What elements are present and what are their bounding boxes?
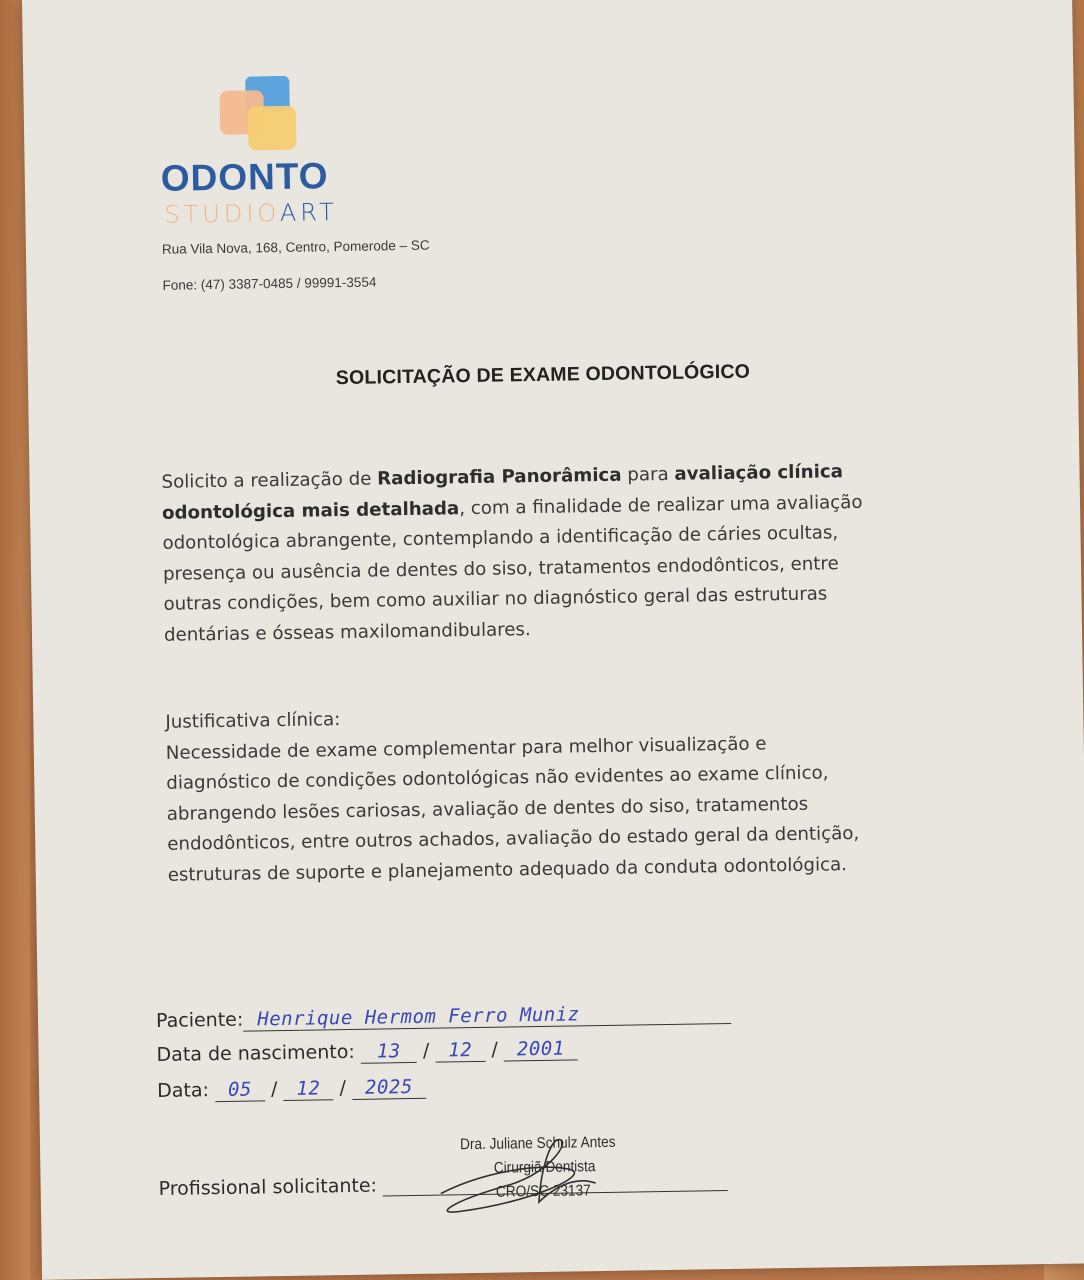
patient-label: Paciente:: [155, 1008, 244, 1033]
clinic-address: Rua Vila Nova, 168, Centro, Pomerode – SC: [161, 237, 430, 257]
professional-registry: CRO/SC 23137: [495, 1182, 591, 1201]
professional-role: Cirurgiã Dentista: [493, 1158, 596, 1177]
professional-label: Profissional solicitante:: [158, 1174, 378, 1200]
date-year: 2025: [352, 1076, 426, 1100]
request-line: odontológica abrangente, contemplando a identificação de cáries ocultas,: [162, 522, 839, 554]
professional-stamp: [460, 1130, 637, 1205]
request-text: Solicito a realização de: [161, 468, 378, 493]
request-line: presença ou ausência de dentes do siso, tratamentos endodônticos, entre: [162, 552, 839, 585]
justification-paragraph: [165, 696, 908, 891]
logo-name: ODONTO: [160, 155, 329, 199]
logo-icon: [219, 76, 300, 157]
document-page: [22, 0, 1084, 1280]
dob-year: 2001: [504, 1037, 578, 1061]
dob-field: [156, 1037, 578, 1067]
date-separator: /: [339, 1077, 347, 1100]
date-month: 12: [283, 1077, 333, 1101]
document-title: SOLICITAÇÃO DE EXAME ODONTOLÓGICO: [335, 360, 751, 390]
request-emphasis: odontológica mais detalhada: [161, 497, 460, 524]
request-paragraph: [161, 456, 904, 651]
dob-day: 13: [361, 1040, 417, 1064]
patient-name-value: Henrique Hermom Ferro Muniz: [243, 1001, 731, 1032]
logo-subname: [164, 198, 338, 229]
dob-label: Data de nascimento:: [156, 1040, 355, 1067]
logo-art-text: ART: [279, 198, 339, 227]
date-day: 05: [215, 1078, 265, 1102]
request-emphasis: avaliação clínica: [674, 461, 844, 485]
dob-month: 12: [435, 1039, 485, 1063]
justification-line: diagnóstico de condições odontológicas não evidentes ao exame clínico,: [166, 762, 829, 794]
date-separator: /: [491, 1038, 498, 1061]
date-separator: /: [422, 1039, 430, 1062]
justification-line: endodônticos, entre outros achados, avaliação do estado geral da dentição,: [167, 822, 860, 855]
request-line: dentárias e ósseas maxilomandibulares.: [163, 618, 531, 646]
justification-line: Necessidade de exame complementar para melhor visualização e: [165, 732, 767, 764]
justification-heading: Justificativa clínica:: [165, 709, 341, 733]
date-field: [157, 1076, 426, 1103]
patient-name-field: [156, 1001, 732, 1033]
request-text: para: [621, 463, 675, 486]
request-text: , com a finalidade de realizar uma avaliação: [459, 491, 863, 519]
clinic-phone: Fone: (47) 3387-0485 / 99991-3554: [162, 274, 377, 293]
exam-name: Radiografia Panorâmica: [376, 464, 622, 490]
professional-name: Dra. Juliane Schulz Antes: [459, 1133, 616, 1154]
request-line: outras condições, bem como auxiliar no diagnóstico geral das estruturas: [163, 583, 828, 615]
date-separator: /: [270, 1078, 278, 1101]
logo-studio-text: STUDIO: [164, 198, 281, 229]
date-label: Data:: [156, 1079, 210, 1103]
justification-line: abrangendo lesões cariosas, avaliação de dentes do siso, tratamentos: [166, 793, 809, 825]
justification-line: estruturas de suporte e planejamento adequado da conduta odontológica.: [167, 853, 848, 886]
